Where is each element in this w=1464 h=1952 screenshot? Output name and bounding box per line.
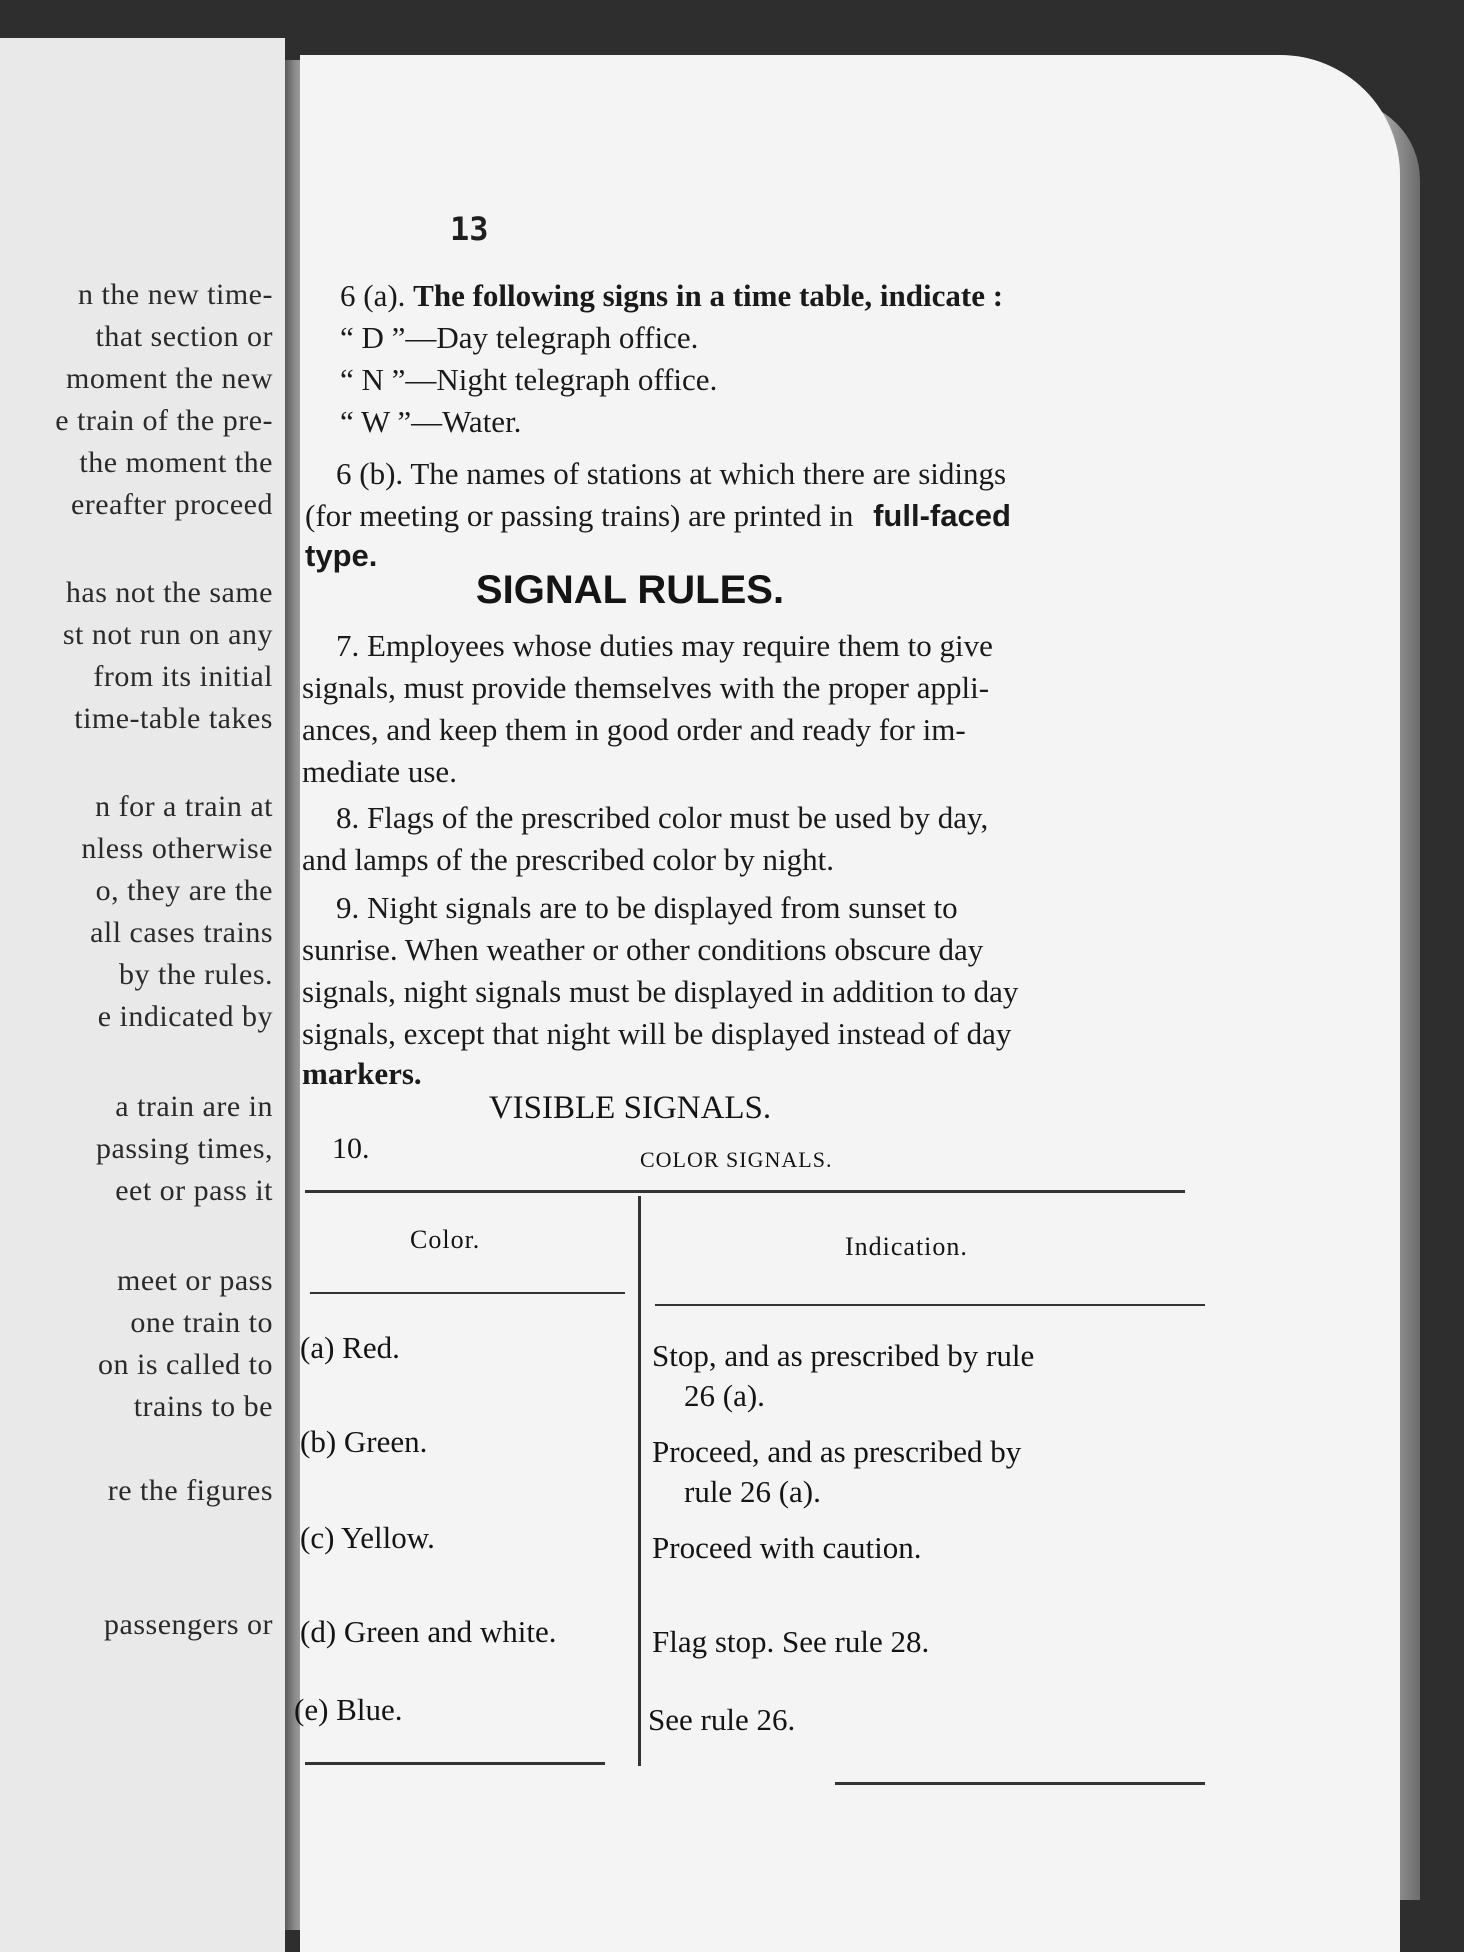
column-header-color: Color. <box>410 1225 481 1254</box>
color-cell: (b) Green. <box>300 1424 428 1459</box>
rule-9-line: 9. Night signals are to be displayed from sunset to <box>336 890 958 925</box>
rule-8-line: 8. Flags of the prescribed color must be used by day, <box>336 800 989 835</box>
signal-rules-heading: SIGNAL RULES. <box>475 568 785 612</box>
left-line: re the figures <box>107 1474 273 1507</box>
rule-6a-item: “ W ”—Water. <box>340 404 522 439</box>
left-line: from its initial <box>93 660 273 693</box>
rule-9-line: sunrise. When weather or other conditions obscure day <box>302 932 984 967</box>
color-cell: (d) Green and white. <box>300 1614 557 1649</box>
rule-7-line: 7. Employees whose duties may require them to give <box>336 628 993 663</box>
left-line: meet or pass <box>117 1264 273 1297</box>
rule-6b-bold: full-faced <box>873 498 1011 533</box>
rule-6a-item: “ D ”—Day telegraph office. <box>340 320 699 355</box>
left-line: one train to <box>130 1306 273 1339</box>
header-rule-right <box>655 1304 1205 1306</box>
table-top-rule <box>305 1190 1185 1193</box>
indication-cell: Proceed, and as prescribed by <box>652 1434 1022 1469</box>
left-line: time-table takes <box>74 702 273 735</box>
color-cell: (c) Yellow. <box>300 1520 435 1555</box>
left-line: moment the new <box>66 362 273 395</box>
rule-9-line: signals, except that night will be displayed instead of day <box>302 1016 1012 1051</box>
left-line: on is called to <box>98 1348 273 1381</box>
color-cell: (e) Blue. <box>294 1692 403 1727</box>
color-cell: (a) Red. <box>300 1330 400 1365</box>
rule-9-line: signals, night signals must be displayed in addition to day <box>302 974 1019 1009</box>
color-signals-caption: COLOR SIGNALS. <box>640 1147 833 1172</box>
left-line: ereafter proceed <box>70 488 273 521</box>
left-facing-page <box>0 38 285 1952</box>
indication-cell: Flag stop. See rule 28. <box>652 1624 930 1659</box>
left-line: n the new time- <box>78 278 273 311</box>
column-header-indication: Indication. <box>845 1232 968 1261</box>
rule-6b-line <box>305 498 1011 534</box>
left-line: e indicated by <box>97 1000 273 1033</box>
rule-10-number: 10. <box>332 1132 370 1165</box>
left-line: the moment the <box>79 446 273 479</box>
left-line: passengers or <box>104 1608 273 1641</box>
indication-cell: rule 26 (a). <box>684 1474 821 1509</box>
rule-6a-line <box>340 278 1003 314</box>
rule-7-line: signals, must provide themselves with the proper appli- <box>302 670 990 705</box>
header-rule-left <box>310 1292 625 1294</box>
left-line: trains to be <box>133 1390 273 1423</box>
left-line: e train of the pre- <box>55 404 273 437</box>
rule-7-line: mediate use. <box>302 754 457 789</box>
rule-6b-line: 6 (b). The names of stations at which there are sidings <box>336 456 1007 491</box>
left-line: nless otherwise <box>81 832 273 865</box>
left-line: o, they are the <box>95 874 273 907</box>
left-line: a train are in <box>115 1090 273 1123</box>
left-line: eet or pass it <box>115 1174 273 1207</box>
table-bottom-rule-left <box>305 1762 605 1765</box>
rule-6a-text: The following signs in a time table, indicate : <box>413 278 1004 313</box>
visible-signals-heading: VISIBLE SIGNALS. <box>488 1090 772 1126</box>
indication-cell: Stop, and as prescribed by rule <box>652 1338 1035 1373</box>
left-line: all cases trains <box>90 916 273 949</box>
rule-6b-plain: (for meeting or passing trains) are printed in <box>305 498 854 533</box>
left-line: passing times, <box>96 1132 273 1165</box>
left-line: n for a train at <box>95 790 273 823</box>
left-line: by the rules. <box>119 958 273 991</box>
left-line: st not run on any <box>62 618 273 651</box>
table-bottom-rule-right <box>835 1782 1205 1785</box>
rule-6b-bold-type: type. <box>305 538 378 573</box>
left-line: has not the same <box>65 576 273 609</box>
rule-6a-item: “ N ”—Night telegraph office. <box>340 362 718 397</box>
indication-cell: 26 (a). <box>684 1378 765 1413</box>
page-number: 13 <box>450 210 489 248</box>
rule-7-line: ances, and keep them in good order and ready for im- <box>302 712 966 747</box>
rule-6a-label: 6 (a). <box>340 278 406 313</box>
table-column-divider <box>638 1196 641 1766</box>
indication-cell: See rule 26. <box>648 1702 796 1737</box>
rule-9-line: markers. <box>302 1056 422 1091</box>
rule-8-line: and lamps of the prescribed color by night. <box>302 842 835 877</box>
left-line: that section or <box>95 320 273 353</box>
indication-cell: Proceed with caution. <box>652 1530 922 1565</box>
